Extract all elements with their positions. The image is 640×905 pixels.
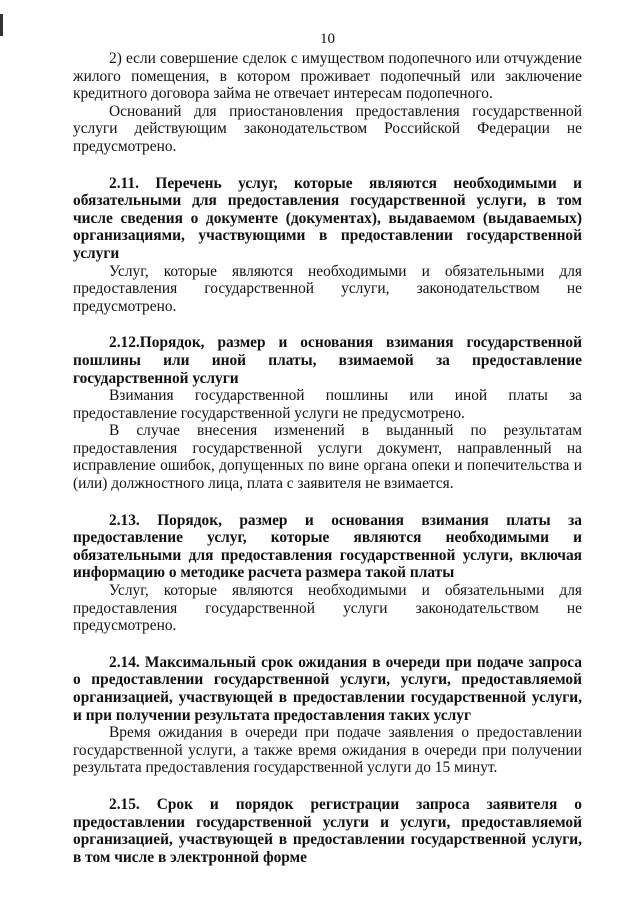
section-spacer [73, 315, 582, 334]
section-spacer [73, 635, 582, 654]
section-heading-2-11: 2.11. Перечень услуг, которые являются необходимыми и обязательными для предоставления государственной услуги, в том числе сведения о документе (документах), выдаваемом (выдаваемых) организациями, участвующими в предоставлении государственной услуги [73, 174, 582, 262]
paragraph-no-suspension-grounds: Оснований для приостановления предоставления государственной услуги действующим законодательством Российской Федерации не предусмотрено. [73, 102, 582, 155]
scan-edge-mark [0, 14, 3, 36]
paragraph-corrections-no-fee: В случае внесения изменений в выданный по результатам предоставления государственной услуги документ, направленный на исправление ошибок, допущенных по вине органа опеки и попечительства и (или) должностного лица, плата с заявителя не взимается. [73, 422, 582, 493]
paragraph-condition-2: 2) если совершение сделок с имуществом подопечного или отчуждение жилого помещения, в котором проживает подопечный или заключение кредитного договора займа не отвечает интересам подопечного. [73, 50, 582, 103]
section-spacer [73, 156, 582, 175]
section-heading-2-15: 2.15. Срок и порядок регистрации запроса заявителя о предоставлении государственной услуги и услуги, предоставляемой организацией, участвующей в предоставлении государственной услуги, в том числе в электронной форме [73, 795, 582, 866]
section-spacer [73, 493, 582, 512]
document-page [73, 30, 582, 866]
page-number: 10 [320, 31, 335, 47]
paragraph-no-required-services: Услуг, которые являются необходимыми и обязательными для предоставления государственной услуги, законодательством не предусмотрено. [73, 262, 582, 315]
section-heading-2-14: 2.14. Максимальный срок ожидания в очереди при подаче запроса о предоставлении государственной услуги, услуги, предоставляемой организацией, участвующей в предоставлении государственной услуги, и при получении результата предоставления таких услуг [73, 653, 582, 724]
paragraph-no-state-fee: Взимания государственной пошлины или иной платы за предоставление государственной услуги не предусмотрено. [73, 387, 582, 422]
section-heading-2-13: 2.13. Порядок, размер и основания взимания платы за предоставление услуг, которые являются необходимыми и обязательными для предоставления государственной услуги, включая информацию о методике расчета размера такой платы [73, 511, 582, 582]
paragraph-queue-wait-time: Время ожидания в очереди при подаче заявления о предоставлении государственной услуги, а также время ожидания в очереди при получении результата предоставления государственной услуги до 15 минут. [73, 724, 582, 777]
paragraph-no-fee-for-required-services: Услуг, которые являются необходимыми и обязательными для предоставления государственной услуги законодательством не предусмотрено. [73, 582, 582, 635]
section-heading-2-12: 2.12.Порядок, размер и основания взимания государственной пошлины или иной платы, взимаемой за предоставление государственной услуги [73, 334, 582, 387]
section-spacer [73, 777, 582, 796]
